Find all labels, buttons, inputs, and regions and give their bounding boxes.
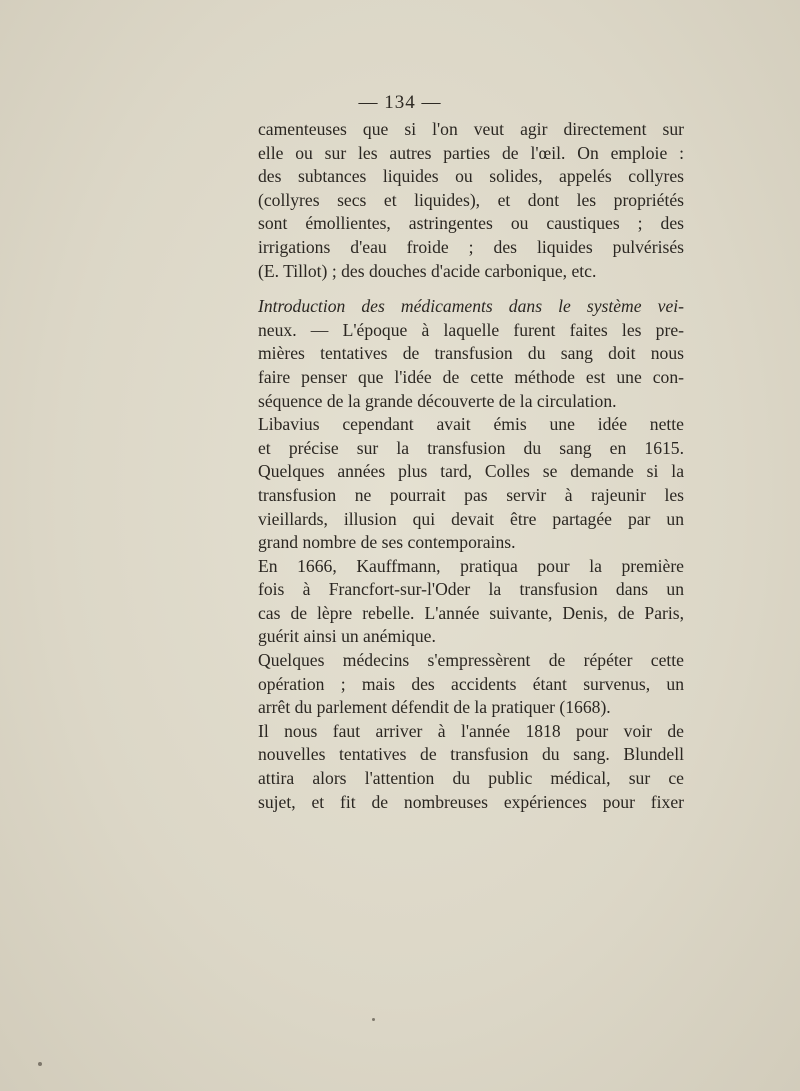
text-line: sont émollientes, astringentes ou caustiques ; des <box>258 213 684 234</box>
text-line: grand nombre de ses contemporains. <box>258 532 516 553</box>
page-number: — 134 — <box>358 92 442 113</box>
text-line: transfusion ne pourrait pas servir à rajeunir les <box>258 484 684 505</box>
text-line: arrêt du parlement défendit de la pratiquer (1668). <box>258 697 611 718</box>
text-line: Il nous faut arriver à l'année 1818 pour voir de <box>258 720 684 741</box>
text-line: vieillards, illusion qui devait être partagée par un <box>258 508 684 529</box>
text-line: camenteuses que si l'on veut agir directement sur <box>258 119 684 139</box>
paper-speck <box>38 1062 42 1066</box>
section-heading-line: Introduction des médicaments dans le système vei- <box>258 296 684 317</box>
paragraph-1 <box>258 118 684 283</box>
paper-speck <box>372 1018 375 1021</box>
paragraph-3 <box>258 413 684 555</box>
text-line: mières tentatives de transfusion du sang doit nous <box>258 343 684 364</box>
text-line: cas de lèpre rebelle. L'année suivante, Denis, de Paris, <box>258 602 684 623</box>
text-line: guérit ainsi un anémique. <box>258 626 436 647</box>
text-line: et précise sur la transfusion du sang en 1615. <box>258 437 684 458</box>
text-line: En 1666, Kauffmann, pratiqua pour la première <box>258 555 684 576</box>
text-line: (collyres secs et liquides), et dont les propriétés <box>258 189 684 210</box>
text-line: elle ou sur les autres parties de l'œil. On emploie : <box>258 142 684 163</box>
paragraph-5 <box>258 649 684 720</box>
text-line: Quelques médecins s'empressèrent de répéter cette <box>258 650 684 671</box>
text-line: sujet, et fit de nombreuses expériences pour fixer <box>258 791 684 812</box>
text-line: faire penser que l'idée de cette méthode est une con- <box>258 366 684 387</box>
paragraph-gap <box>258 283 684 295</box>
text-line: Quelques années plus tard, Colles se demande si la <box>258 461 684 482</box>
paragraph-6 <box>258 720 684 814</box>
paragraph-2 <box>258 295 684 413</box>
paragraph-4 <box>258 555 684 649</box>
text-line: fois à Francfort-sur-l'Oder la transfusion dans un <box>258 579 684 600</box>
text-line: neux. — L'époque à laquelle furent faites les pre- <box>258 319 684 340</box>
text-line: irrigations d'eau froide ; des liquides pulvérisés <box>258 236 684 257</box>
text-block <box>258 118 684 814</box>
text-line: séquence de la grande découverte de la circulation. <box>258 390 617 411</box>
text-line: nouvelles tentatives de transfusion du sang. Blundell <box>258 744 684 765</box>
text-line: attira alors l'attention du public médical, sur ce <box>258 768 684 789</box>
text-line: (E. Tillot) ; des douches d'acide carbonique, etc. <box>258 260 597 281</box>
text-line: opération ; mais des accidents étant survenus, un <box>258 673 684 694</box>
text-line: Libavius cependant avait émis une idée nette <box>258 414 684 435</box>
text-line: des subtances liquides ou solides, appelés collyres <box>258 166 684 187</box>
